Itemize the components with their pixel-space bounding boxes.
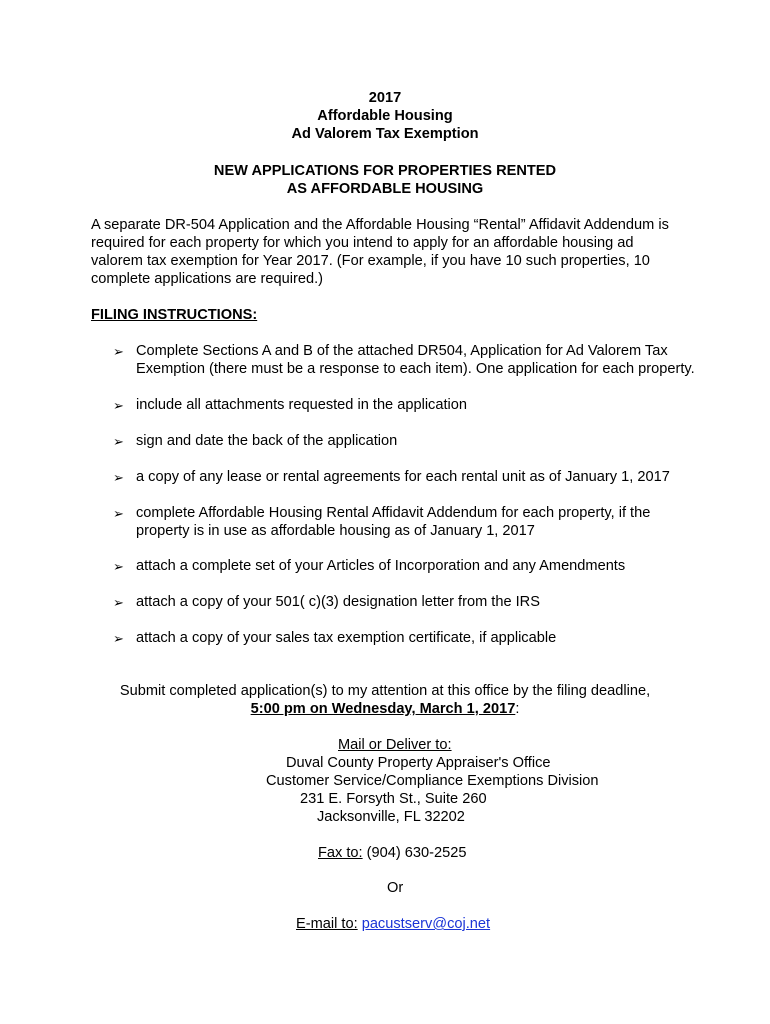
bullet-8-line-1: attach a copy of your sales tax exemption certificate, if applicable <box>136 630 557 646</box>
address-line-1: Duval County Property Appraiser's Office <box>286 755 551 771</box>
bullet-2-line-1: include all attachments requested in the application <box>136 397 468 413</box>
arrow-bullet-icon: ➢ <box>113 344 124 359</box>
intro-line-1: A separate DR-504 Application and the Affordable Housing “Rental” Affidavit Addendum is <box>91 217 669 233</box>
email-label: E-mail to: <box>296 916 358 932</box>
mail-label: Mail or Deliver to: <box>338 737 452 753</box>
intro-line-3: valorem tax exemption for Year 2017. (For example, if you have 10 such properties, 10 <box>91 253 650 269</box>
arrow-bullet-icon: ➢ <box>113 559 124 574</box>
bullet-5-line-2: property is in use as affordable housing as of January 1, 2017 <box>136 523 535 539</box>
submit-deadline-suffix: : <box>515 701 520 717</box>
doc-subtitle-line1: NEW APPLICATIONS FOR PROPERTIES RENTED <box>213 163 557 179</box>
arrow-bullet-icon: ➢ <box>113 631 124 646</box>
fax-label: Fax to: <box>318 845 363 861</box>
intro-line-2: required for each property for which you intend to apply for an affordable housing ad <box>91 235 634 251</box>
doc-subtitle-line2: AS AFFORDABLE HOUSING <box>286 181 484 197</box>
doc-year: 2017 <box>368 90 402 106</box>
bullet-4-line-1: a copy of any lease or rental agreements for each rental unit as of January 1, 2017 <box>136 469 670 485</box>
submit-deadline-line <box>0 701 770 717</box>
bullet-1-line-1: Complete Sections A and B of the attached DR504, Application for Ad Valorem Tax <box>136 343 668 359</box>
arrow-bullet-icon: ➢ <box>113 434 124 449</box>
arrow-bullet-icon: ➢ <box>113 398 124 413</box>
filing-heading: FILING INSTRUCTIONS: <box>91 307 258 323</box>
arrow-bullet-icon: ➢ <box>113 506 124 521</box>
bullet-3-line-1: sign and date the back of the application <box>136 433 398 449</box>
doc-title-line3: Ad Valorem Tax Exemption <box>291 126 479 142</box>
address-line-4: Jacksonville, FL 32202 <box>317 809 465 825</box>
email-link[interactable]: pacustserv@coj.net <box>361 916 491 932</box>
or-text: Or <box>387 880 404 896</box>
submit-deadline: 5:00 pm on Wednesday, March 1, 2017 <box>250 701 516 717</box>
email-line <box>296 916 490 932</box>
arrow-bullet-icon: ➢ <box>113 470 124 485</box>
address-line-2: Customer Service/Compliance Exemptions Division <box>266 773 599 789</box>
submit-line-1: Submit completed application(s) to my attention at this office by the filing deadline, <box>119 683 651 699</box>
bullet-5-line-1: complete Affordable Housing Rental Affidavit Addendum for each property, if the <box>136 505 651 521</box>
fax-line <box>318 845 466 861</box>
address-line-3: 231 E. Forsyth St., Suite 260 <box>300 791 487 807</box>
doc-title-line2: Affordable Housing <box>317 108 453 124</box>
arrow-bullet-icon: ➢ <box>113 595 124 610</box>
bullet-1-line-2: Exemption (there must be a response to each item). One application for each property. <box>136 361 695 377</box>
fax-number: (904) 630-2525 <box>362 845 467 861</box>
bullet-7-line-1: attach a copy of your 501( c)(3) designation letter from the IRS <box>136 594 540 610</box>
bullet-6-line-1: attach a complete set of your Articles of Incorporation and any Amendments <box>136 558 626 574</box>
intro-line-4: complete applications are required.) <box>91 271 324 287</box>
